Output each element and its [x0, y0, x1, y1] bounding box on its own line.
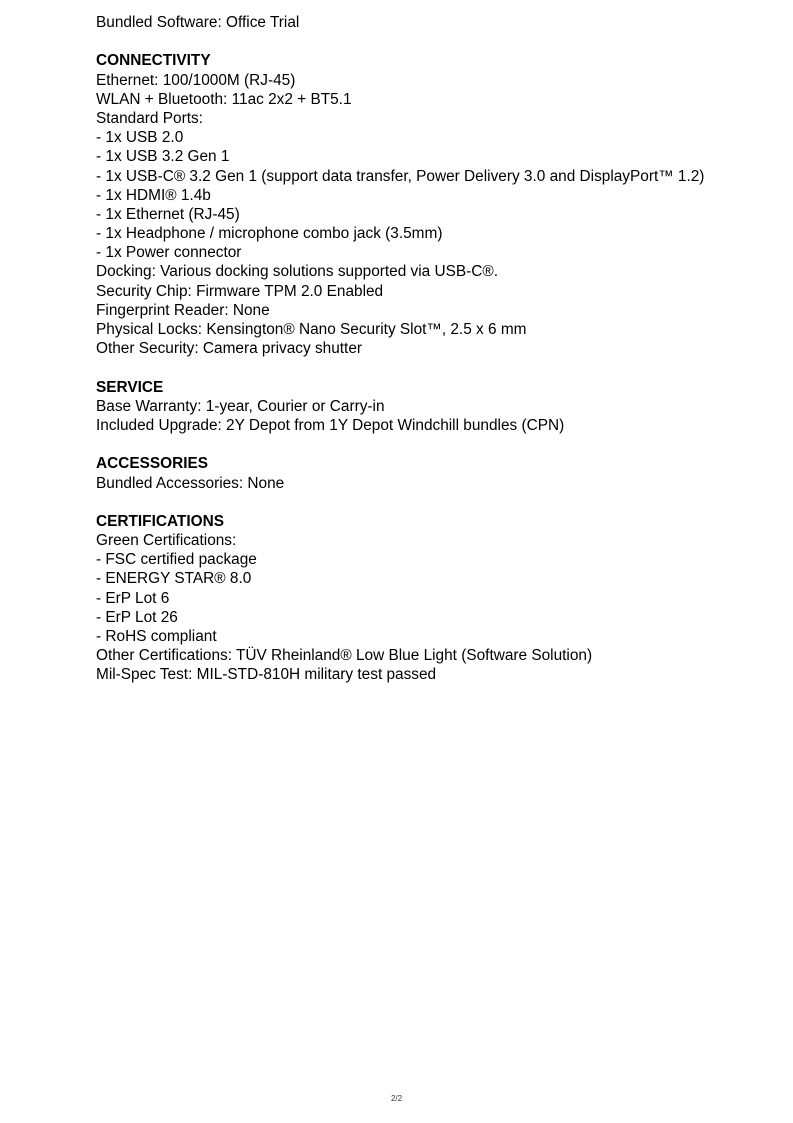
section-spacer: [96, 358, 786, 377]
section-spacer: [96, 493, 786, 512]
page-number: 2/2: [390, 1094, 403, 1103]
spec-line: WLAN + Bluetooth: 11ac 2x2 + BT5.1: [96, 90, 352, 108]
spec-line: - RoHS compliant: [96, 628, 217, 645]
section-heading: ACCESSORIES: [96, 455, 209, 473]
spec-line: - 1x Headphone / microphone combo jack (3.5mm): [96, 225, 443, 243]
spec-line: Standard Ports:: [96, 109, 203, 127]
spec-line: - FSC certified package: [96, 551, 257, 569]
spec-line: Other Security: Camera privacy shutter: [96, 340, 363, 358]
spec-line: - 1x USB 3.2 Gen 1: [96, 148, 230, 166]
section-connectivity: [96, 51, 786, 358]
section-heading: SERVICE: [96, 378, 164, 396]
section-heading: CONNECTIVITY: [96, 52, 211, 70]
spec-line: - ErP Lot 6: [96, 589, 170, 607]
spec-line: Bundled Accessories: None: [96, 474, 285, 492]
spec-line: - ENERGY STAR® 8.0: [96, 570, 252, 588]
spec-line: Docking: Various docking solutions supported via USB-C®.: [96, 263, 498, 281]
spec-line: - 1x Power connector: [96, 244, 242, 262]
spec-line: - 1x USB 2.0: [96, 129, 184, 147]
section-service: [96, 378, 786, 436]
section-heading: CERTIFICATIONS: [96, 512, 224, 530]
spec-line: Mil-Spec Test: MIL-STD-810H military test passed: [96, 666, 437, 684]
spec-line: Included Upgrade: 2Y Depot from 1Y Depot Windchill bundles (CPN): [96, 416, 565, 434]
section-spacer: [96, 435, 786, 454]
section-spacer: [96, 32, 786, 51]
spec-line: Other Certifications: TÜV Rheinland® Low Blue Light (Software Solution): [96, 647, 593, 665]
spec-line: Security Chip: Firmware TPM 2.0 Enabled: [96, 282, 384, 300]
spec-line: - 1x Ethernet (RJ-45): [96, 205, 240, 223]
spec-line: Ethernet: 100/1000M (RJ-45): [96, 71, 296, 89]
spec-line: Base Warranty: 1-year, Courier or Carry-in: [96, 397, 385, 415]
document-body: [96, 13, 786, 685]
spec-line: - ErP Lot 26: [96, 608, 178, 626]
section-certifications: [96, 512, 786, 685]
spec-line: Green Certifications:: [96, 532, 237, 550]
spec-line: - 1x HDMI® 1.4b: [96, 186, 211, 204]
spec-line: Fingerprint Reader: None: [96, 301, 270, 319]
section-accessories: [96, 454, 786, 492]
spec-line: Physical Locks: Kensington® Nano Security Slot™, 2.5 x 6 mm: [96, 321, 527, 338]
intro-line: Bundled Software: Office Trial: [96, 14, 300, 31]
spec-line: - 1x USB-C® 3.2 Gen 1 (support data transfer, Power Delivery 3.0 and DisplayPort™ 1.2): [96, 167, 705, 185]
